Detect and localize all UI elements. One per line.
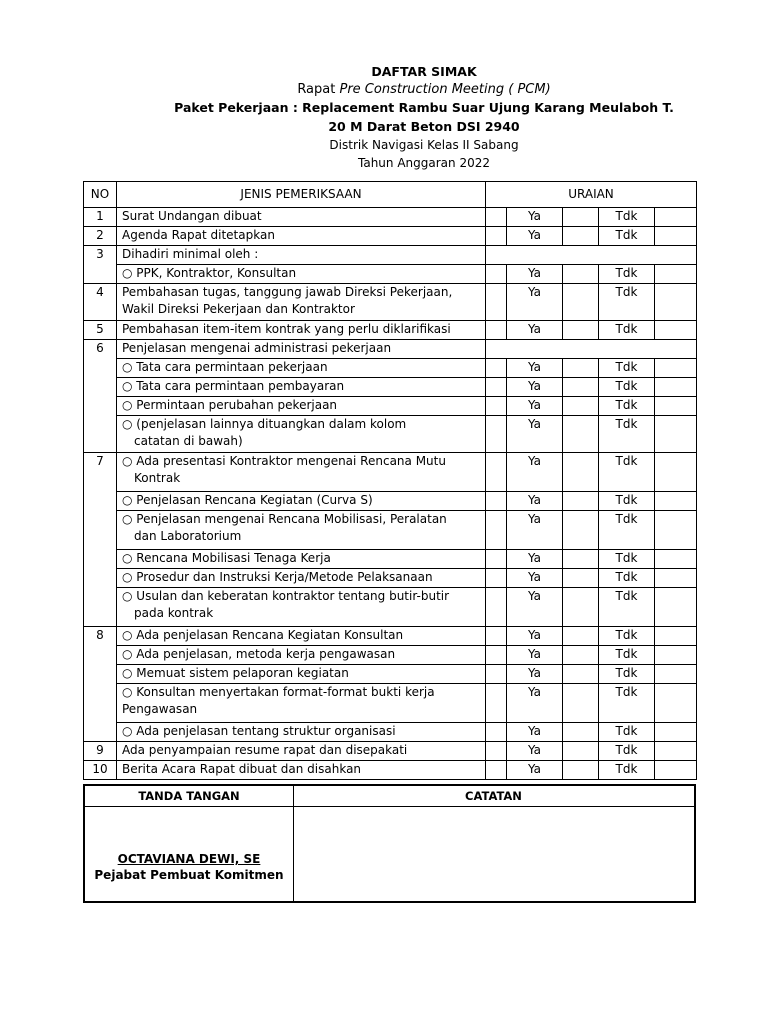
check-box[interactable] (655, 359, 697, 378)
check-box[interactable] (486, 550, 507, 569)
check-box[interactable] (486, 742, 507, 761)
subitem-line-cont: pada kontrak (134, 606, 214, 620)
row-subitem (117, 511, 486, 550)
check-box[interactable] (563, 265, 599, 284)
tdk-label: Tdk (599, 208, 655, 227)
check-box[interactable] (563, 453, 599, 492)
row-number: 3 (84, 246, 117, 265)
ya-label: Ya (507, 416, 563, 453)
ya-label: Ya (507, 511, 563, 550)
row-number-cont (84, 511, 117, 550)
row-text: Agenda Rapat ditetapkan (117, 227, 486, 246)
ya-label: Ya (507, 265, 563, 284)
ya-label: Ya (507, 492, 563, 511)
table-row (84, 646, 697, 665)
row-number: 5 (84, 321, 117, 340)
header-uraian: URAIAN (486, 182, 697, 208)
row-subitem: ○ Prosedur dan Instruksi Kerja/Metode Pelaksanaan (117, 569, 486, 588)
tdk-label: Tdk (599, 588, 655, 627)
ya-label: Ya (507, 397, 563, 416)
tdk-label: Tdk (599, 569, 655, 588)
row-subitem: ○ Ada penjelasan tentang struktur organisasi (117, 723, 486, 742)
check-box[interactable] (486, 208, 507, 227)
check-box[interactable] (486, 416, 507, 453)
tdk-label: Tdk (599, 684, 655, 723)
row-number: 8 (84, 627, 117, 646)
row-number-cont (84, 550, 117, 569)
subtitle-italic: Pre Construction Meeting ( PCM) (339, 82, 551, 98)
row-number: 2 (84, 227, 117, 246)
check-box[interactable] (486, 284, 507, 321)
row-subitem: ○ Ada penjelasan, metoda kerja pengawasan (117, 646, 486, 665)
check-box[interactable] (655, 665, 697, 684)
check-box[interactable] (563, 208, 599, 227)
row-subitem: ○ Ada penjelasan Rencana Kegiatan Konsultan (117, 627, 486, 646)
check-box[interactable] (486, 359, 507, 378)
tdk-label: Tdk (599, 761, 655, 780)
row-subitem: ○ Memuat sistem pelaporan kegiatan (117, 665, 486, 684)
ya-label: Ya (507, 359, 563, 378)
check-box[interactable] (486, 684, 507, 723)
check-box[interactable] (655, 646, 697, 665)
check-box[interactable] (486, 588, 507, 627)
check-box[interactable] (563, 359, 599, 378)
check-box[interactable] (563, 492, 599, 511)
check-box[interactable] (563, 569, 599, 588)
check-box[interactable] (486, 665, 507, 684)
tdk-label: Tdk (599, 416, 655, 453)
check-box[interactable] (563, 378, 599, 397)
check-box[interactable] (563, 588, 599, 627)
row-subitem (117, 416, 486, 453)
ya-label: Ya (507, 761, 563, 780)
tanda-tangan-header: TANDA TANGAN (85, 786, 294, 807)
check-box[interactable] (486, 397, 507, 416)
check-box[interactable] (655, 208, 697, 227)
document-header (0, 63, 768, 172)
table-row (84, 397, 697, 416)
row-number: 1 (84, 208, 117, 227)
row-text: Dihadiri minimal oleh : (117, 246, 486, 265)
tdk-label: Tdk (599, 627, 655, 646)
ya-label: Ya (507, 684, 563, 723)
row-number-cont (84, 665, 117, 684)
checklist-table (83, 181, 697, 780)
check-box[interactable] (563, 761, 599, 780)
check-box[interactable] (655, 684, 697, 723)
table-row (84, 684, 697, 723)
check-box[interactable] (563, 646, 599, 665)
row-number-cont (84, 359, 117, 378)
row-number: 7 (84, 453, 117, 492)
row-subitem (117, 588, 486, 627)
row-subitem: ○ Permintaan perubahan pekerjaan (117, 397, 486, 416)
check-box[interactable] (486, 511, 507, 550)
table-row (84, 492, 697, 511)
row-subitem (117, 684, 486, 723)
table-row (84, 550, 697, 569)
check-box[interactable] (655, 550, 697, 569)
table-row (84, 627, 697, 646)
paket-line-2: 20 M Darat Beton DSI 2940 (328, 118, 520, 134)
check-box[interactable] (486, 569, 507, 588)
ya-label: Ya (507, 588, 563, 627)
tahun-line: Tahun Anggaran 2022 (358, 156, 490, 171)
subtitle-prefix: Rapat (297, 82, 340, 98)
check-box[interactable] (563, 397, 599, 416)
subitem-line: ○ Usulan dan keberatan kontraktor tentang butir-butir (122, 589, 450, 603)
tdk-label: Tdk (599, 359, 655, 378)
empty-cell (486, 246, 697, 265)
ya-label: Ya (507, 208, 563, 227)
subitem-line: ○ Ada presentasi Kontraktor mengenai Rencana Mutu (122, 454, 446, 468)
check-box[interactable] (655, 378, 697, 397)
table-row (84, 359, 697, 378)
tdk-label: Tdk (599, 321, 655, 340)
check-box[interactable] (563, 416, 599, 453)
tdk-label: Tdk (599, 646, 655, 665)
table-row (84, 761, 697, 780)
ya-label: Ya (507, 665, 563, 684)
signature-section (83, 784, 696, 903)
ya-label: Ya (507, 550, 563, 569)
row-subitem: ○ Tata cara permintaan pekerjaan (117, 359, 486, 378)
ya-label: Ya (507, 227, 563, 246)
check-box[interactable] (655, 742, 697, 761)
row-text: Pembahasan tugas, tanggung jawab Direksi Pekerjaan, Wakil Direksi Pekerjaan dan Kontraktor (117, 284, 486, 321)
table-row (84, 284, 697, 321)
row-subitem (117, 453, 486, 492)
check-box[interactable] (655, 284, 697, 321)
row-number-cont (84, 569, 117, 588)
table-row (84, 265, 697, 284)
table-row (84, 511, 697, 550)
check-box[interactable] (486, 321, 507, 340)
subitem-line-cont: Kontrak (134, 471, 181, 485)
ya-label: Ya (507, 627, 563, 646)
ya-label: Ya (507, 284, 563, 321)
tdk-label: Tdk (599, 511, 655, 550)
signer-role: Pejabat Pembuat Komitmen (94, 868, 284, 882)
check-box[interactable] (655, 265, 697, 284)
row-number-cont (84, 265, 117, 284)
meeting-subtitle (0, 81, 768, 99)
row-text: Penjelasan mengenai administrasi pekerjaan (117, 340, 486, 359)
check-box[interactable] (563, 321, 599, 340)
check-box[interactable] (563, 227, 599, 246)
tdk-label: Tdk (599, 397, 655, 416)
row-number-cont (84, 416, 117, 453)
row-text: Surat Undangan dibuat (117, 208, 486, 227)
check-box[interactable] (655, 416, 697, 453)
check-box[interactable] (563, 511, 599, 550)
ya-label: Ya (507, 321, 563, 340)
table-row (84, 453, 697, 492)
tdk-label: Tdk (599, 284, 655, 321)
table-row (84, 321, 697, 340)
check-box[interactable] (563, 284, 599, 321)
table-row (84, 742, 697, 761)
table-header-row (84, 182, 697, 208)
tdk-label: Tdk (599, 550, 655, 569)
subitem-line: ○ Konsultan menyertakan format-format bukti kerja (122, 685, 435, 699)
tdk-label: Tdk (599, 453, 655, 492)
header-no: NO (84, 182, 117, 208)
row-subitem: ○ Rencana Mobilisasi Tenaga Kerja (117, 550, 486, 569)
check-box[interactable] (563, 665, 599, 684)
row-number: 10 (84, 761, 117, 780)
check-box[interactable] (563, 723, 599, 742)
row-number-cont (84, 492, 117, 511)
check-box[interactable] (486, 453, 507, 492)
tdk-label: Tdk (599, 227, 655, 246)
check-box[interactable] (655, 321, 697, 340)
check-box[interactable] (563, 550, 599, 569)
row-subitem: ○ Tata cara permintaan pembayaran (117, 378, 486, 397)
check-box[interactable] (655, 397, 697, 416)
table-row (84, 246, 697, 265)
tdk-label: Tdk (599, 723, 655, 742)
check-box[interactable] (655, 723, 697, 742)
row-text: Ada penyampaian resume rapat dan disepakati (117, 742, 486, 761)
tdk-label: Tdk (599, 265, 655, 284)
ya-label: Ya (507, 453, 563, 492)
check-box[interactable] (563, 742, 599, 761)
check-box[interactable] (655, 761, 697, 780)
table-row (84, 227, 697, 246)
row-subitem: ○ Penjelasan Rencana Kegiatan (Curva S) (117, 492, 486, 511)
tdk-label: Tdk (599, 492, 655, 511)
table-row (84, 340, 697, 359)
row-number-cont (84, 684, 117, 723)
check-box[interactable] (486, 265, 507, 284)
ya-label: Ya (507, 742, 563, 761)
ya-label: Ya (507, 646, 563, 665)
table-row (84, 569, 697, 588)
paket-line-1: Paket Pekerjaan : Replacement Rambu Suar Ujung Karang Meulaboh T. (174, 100, 674, 116)
table-row (84, 416, 697, 453)
check-box[interactable] (486, 761, 507, 780)
row-number: 4 (84, 284, 117, 321)
table-row (84, 665, 697, 684)
subitem-line-cont: dan Laboratorium (134, 529, 242, 543)
subitem-line: ○ Penjelasan mengenai Rencana Mobilisasi, Peralatan (122, 512, 447, 526)
tdk-label: Tdk (599, 378, 655, 397)
ya-label: Ya (507, 378, 563, 397)
table-row (84, 378, 697, 397)
ya-label: Ya (507, 723, 563, 742)
subitem-line-cont: catatan di bawah) (134, 434, 243, 448)
row-number-cont (84, 723, 117, 742)
tdk-label: Tdk (599, 742, 655, 761)
row-number-cont (84, 378, 117, 397)
check-box[interactable] (563, 684, 599, 723)
check-box[interactable] (655, 492, 697, 511)
empty-cell (486, 340, 697, 359)
check-box[interactable] (486, 627, 507, 646)
table-row (84, 588, 697, 627)
row-text: Pembahasan item-item kontrak yang perlu diklarifikasi (117, 321, 486, 340)
row-number: 9 (84, 742, 117, 761)
table-row (84, 208, 697, 227)
check-box[interactable] (486, 378, 507, 397)
row-subitem: ○ PPK, Kontraktor, Konsultan (117, 265, 486, 284)
distrik-line: Distrik Navigasi Kelas II Sabang (329, 137, 519, 152)
subitem-line: ○ (penjelasan lainnya dituangkan dalam kolom (122, 417, 407, 431)
row-number-cont (84, 588, 117, 627)
table-row (84, 723, 697, 742)
ya-label: Ya (507, 569, 563, 588)
row-text: Berita Acara Rapat dibuat dan disahkan (117, 761, 486, 780)
check-box[interactable] (655, 511, 697, 550)
document-title: DAFTAR SIMAK (371, 64, 477, 79)
check-box[interactable] (655, 588, 697, 627)
check-box[interactable] (655, 627, 697, 646)
check-box[interactable] (655, 569, 697, 588)
check-box[interactable] (486, 492, 507, 511)
row-number-cont (84, 646, 117, 665)
catatan-header: CATATAN (293, 786, 694, 807)
check-box[interactable] (486, 723, 507, 742)
check-box[interactable] (655, 453, 697, 492)
tdk-label: Tdk (599, 665, 655, 684)
subitem-line-cont: Pengawasan (122, 702, 198, 716)
check-box[interactable] (486, 646, 507, 665)
signer-name: OCTAVIANA DEWI, SE (117, 852, 261, 866)
check-box[interactable] (563, 627, 599, 646)
check-box[interactable] (655, 227, 697, 246)
header-jenis: JENIS PEMERIKSAAN (117, 182, 486, 208)
row-number: 6 (84, 340, 117, 359)
check-box[interactable] (486, 227, 507, 246)
row-number-cont (84, 397, 117, 416)
